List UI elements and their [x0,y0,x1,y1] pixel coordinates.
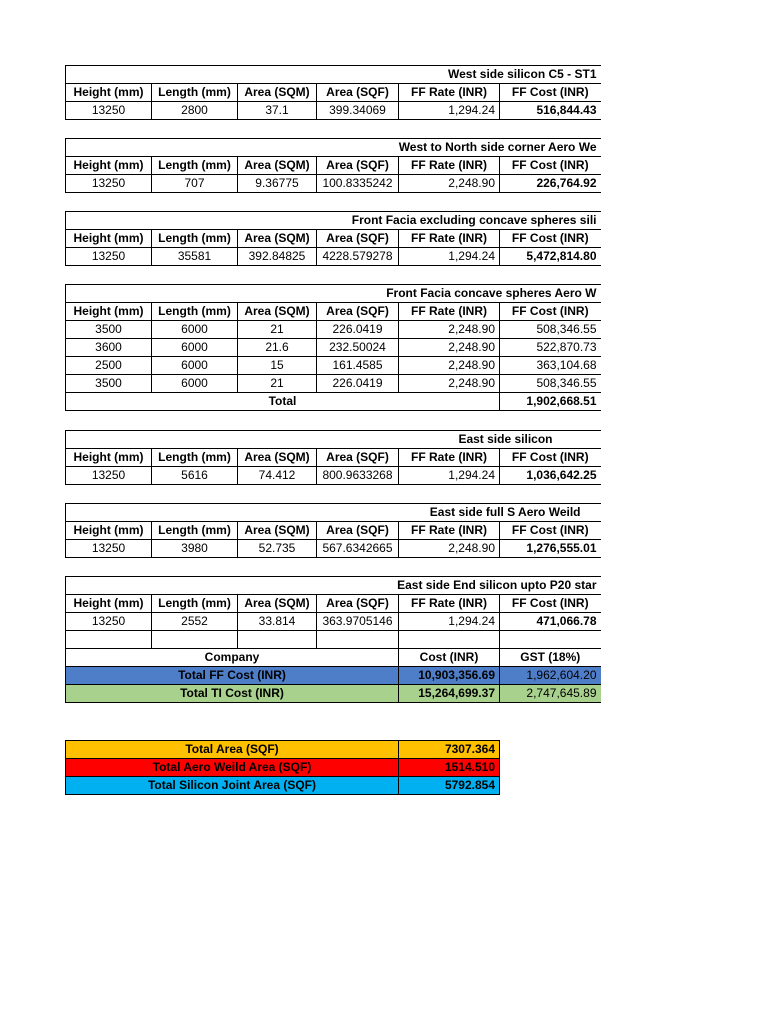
cell-ff-rate: 1,294.24 [399,467,500,485]
silicon-area-label: Total Silicon Joint Area (SQF) [66,777,399,795]
cell-area-sqm: 21 [238,375,317,393]
header-row [66,449,601,467]
cell-ff-cost: 363,104.68 [500,357,601,375]
section-east-silicon [65,430,601,485]
header-length: Length (mm) [152,84,238,102]
total-ff-label: Total FF Cost (INR) [66,667,399,685]
header-ff-rate: FF Rate (INR) [399,522,500,540]
area-table [65,740,500,795]
gst-label: GST (18%) [500,649,601,667]
cell-height: 3500 [66,321,152,339]
table-row [66,467,601,485]
cell-height: 13250 [66,175,152,193]
cell-ff-rate: 2,248.90 [399,540,500,558]
cost-table [65,576,601,703]
cell-ff-rate: 2,248.90 [399,175,500,193]
cell-height: 13250 [66,102,152,120]
silicon-area-value: 5792.854 [399,777,500,795]
header-ff-cost: FF Cost (INR) [500,230,601,248]
aero-area-value: 1514.510 [399,759,500,777]
cell-ff-cost: 508,346.55 [500,375,601,393]
header-length: Length (mm) [152,522,238,540]
silicon-area-row [66,777,500,795]
header-area-sqm: Area (SQM) [238,303,317,321]
cell-ff-rate: 2,248.90 [399,357,500,375]
cell-ff-cost: 1,276,555.01 [500,540,601,558]
header-area-sqm: Area (SQM) [238,595,317,613]
cell-height: 3600 [66,339,152,357]
cell-ff-cost: 471,066.78 [500,613,601,631]
cell-ff-cost: 1,036,642.25 [500,467,601,485]
section-front-facia-concave [65,284,601,411]
cell-area-sqf: 100.8335242 [317,175,399,193]
section-west-north-corner [65,138,601,193]
header-ff-cost: FF Cost (INR) [500,595,601,613]
cell-length: 6000 [152,339,238,357]
header-row [66,84,601,102]
header-height: Height (mm) [66,303,152,321]
total-area-value: 7307.364 [399,741,500,759]
total-ti-row [66,685,601,703]
header-height: Height (mm) [66,595,152,613]
section-title: Front Facia excluding concave spheres sili [66,212,601,230]
cell-ff-rate: 2,248.90 [399,339,500,357]
section-west-silicon [65,65,601,120]
cost-table [65,430,601,485]
total-row [66,393,601,411]
header-area-sqm: Area (SQM) [238,84,317,102]
aero-area-label: Total Aero Weild Area (SQF) [66,759,399,777]
section-title: West side silicon C5 - ST1 [66,66,601,84]
cell-area-sqf: 363.9705146 [317,613,399,631]
cell-area-sqm: 15 [238,357,317,375]
header-height: Height (mm) [66,84,152,102]
header-area-sqf: Area (SQF) [317,84,399,102]
cell-area-sqm: 37.1 [238,102,317,120]
cell-ff-rate: 1,294.24 [399,613,500,631]
cell-length: 2800 [152,102,238,120]
total-ff-row [66,667,601,685]
header-area-sqf: Area (SQF) [317,157,399,175]
cell-area-sqf: 232.50024 [317,339,399,357]
header-area-sqm: Area (SQM) [238,157,317,175]
header-length: Length (mm) [152,230,238,248]
table-row [66,175,601,193]
total-ff-gst: 1,962,604.20 [500,667,601,685]
cell-ff-cost: 5,472,814.80 [500,248,601,266]
header-row [66,522,601,540]
header-height: Height (mm) [66,157,152,175]
section-east-end-silicon [65,576,601,703]
header-ff-rate: FF Rate (INR) [399,230,500,248]
total-label: Total [66,393,500,411]
cost-table [65,284,601,411]
cell-length: 707 [152,175,238,193]
cell-area-sqm: 21.6 [238,339,317,357]
table-row [66,102,601,120]
header-row [66,595,601,613]
cell-height: 13250 [66,613,152,631]
cell-area-sqf: 399.34069 [317,102,399,120]
cell-area-sqm: 9.36775 [238,175,317,193]
cell-ff-rate: 2,248.90 [399,321,500,339]
cell-ff-cost: 508,346.55 [500,321,601,339]
company-label: Company [66,649,399,667]
cell-area-sqf: 800.9633268 [317,467,399,485]
cell-ff-rate: 2,248.90 [399,375,500,393]
cell-length: 3980 [152,540,238,558]
header-ff-cost: FF Cost (INR) [500,157,601,175]
header-ff-cost: FF Cost (INR) [500,303,601,321]
cell-ff-rate: 1,294.24 [399,248,500,266]
cell-length: 2552 [152,613,238,631]
total-ti-gst: 2,747,645.89 [500,685,601,703]
section-title: East side End silicon upto P20 star [66,577,601,595]
table-row [66,339,601,357]
table-row [66,321,601,339]
table-row [66,375,601,393]
section-title: Front Facia concave spheres Aero W [66,285,601,303]
header-length: Length (mm) [152,157,238,175]
cell-area-sqf: 226.0419 [317,375,399,393]
header-area-sqf: Area (SQF) [317,522,399,540]
area-summary [65,740,500,795]
section-title: East side silicon [66,431,601,449]
header-ff-rate: FF Rate (INR) [399,157,500,175]
cell-length: 6000 [152,357,238,375]
header-area-sqm: Area (SQM) [238,522,317,540]
header-length: Length (mm) [152,303,238,321]
header-ff-rate: FF Rate (INR) [399,303,500,321]
total-area-label: Total Area (SQF) [66,741,399,759]
cost-table [65,138,601,193]
table-row [66,248,601,266]
total-area-row [66,741,500,759]
header-length: Length (mm) [152,449,238,467]
cell-area-sqm: 33.814 [238,613,317,631]
cell-area-sqm: 74.412 [238,467,317,485]
cell-height: 13250 [66,467,152,485]
header-area-sqm: Area (SQM) [238,449,317,467]
cost-table [65,503,601,558]
header-area-sqf: Area (SQF) [317,230,399,248]
cell-area-sqf: 567.6342665 [317,540,399,558]
header-ff-rate: FF Rate (INR) [399,84,500,102]
cost-table [65,211,601,266]
empty-cell [152,631,238,649]
cell-length: 6000 [152,321,238,339]
header-height: Height (mm) [66,230,152,248]
cell-height: 2500 [66,357,152,375]
cell-ff-rate: 1,294.24 [399,102,500,120]
section-front-facia-excluding [65,211,601,266]
section-title: East side full S Aero Weild [66,504,601,522]
header-area-sqf: Area (SQF) [317,303,399,321]
header-ff-rate: FF Rate (INR) [399,449,500,467]
cost-table [65,65,601,120]
cell-length: 35581 [152,248,238,266]
cell-height: 13250 [66,540,152,558]
cell-length: 5616 [152,467,238,485]
header-height: Height (mm) [66,522,152,540]
header-area-sqf: Area (SQF) [317,595,399,613]
empty-cell [500,631,601,649]
header-area-sqf: Area (SQF) [317,449,399,467]
cell-ff-cost: 522,870.73 [500,339,601,357]
header-height: Height (mm) [66,449,152,467]
cost-label: Cost (INR) [399,649,500,667]
header-length: Length (mm) [152,595,238,613]
cell-area-sqf: 4228.579278 [317,248,399,266]
cell-height: 3500 [66,375,152,393]
header-row [66,230,601,248]
empty-cell [317,631,399,649]
cell-area-sqm: 52.735 [238,540,317,558]
cell-area-sqm: 392.84825 [238,248,317,266]
cell-area-sqf: 226.0419 [317,321,399,339]
total-ti-label: Total TI Cost (INR) [66,685,399,703]
cell-height: 13250 [66,248,152,266]
total-value: 1,902,668.51 [500,393,601,411]
header-ff-cost: FF Cost (INR) [500,84,601,102]
header-row [66,157,601,175]
aero-area-row [66,759,500,777]
total-ff-cost: 10,903,356.69 [399,667,500,685]
header-area-sqm: Area (SQM) [238,230,317,248]
table-row [66,357,601,375]
empty-cell [238,631,317,649]
header-ff-cost: FF Cost (INR) [500,522,601,540]
empty-cell [399,631,500,649]
header-row [66,303,601,321]
table-row [66,540,601,558]
cell-ff-cost: 516,844.43 [500,102,601,120]
total-ti-cost: 15,264,699.37 [399,685,500,703]
cell-area-sqm: 21 [238,321,317,339]
header-ff-rate: FF Rate (INR) [399,595,500,613]
header-ff-cost: FF Cost (INR) [500,449,601,467]
table-row [66,613,601,631]
cell-ff-cost: 226,764.92 [500,175,601,193]
empty-cell [66,631,152,649]
cell-area-sqf: 161.4585 [317,357,399,375]
section-east-full-aero [65,503,601,558]
empty-row [66,631,601,649]
summary-header-row [66,649,601,667]
section-title: West to North side corner Aero We [66,139,601,157]
cell-length: 6000 [152,375,238,393]
